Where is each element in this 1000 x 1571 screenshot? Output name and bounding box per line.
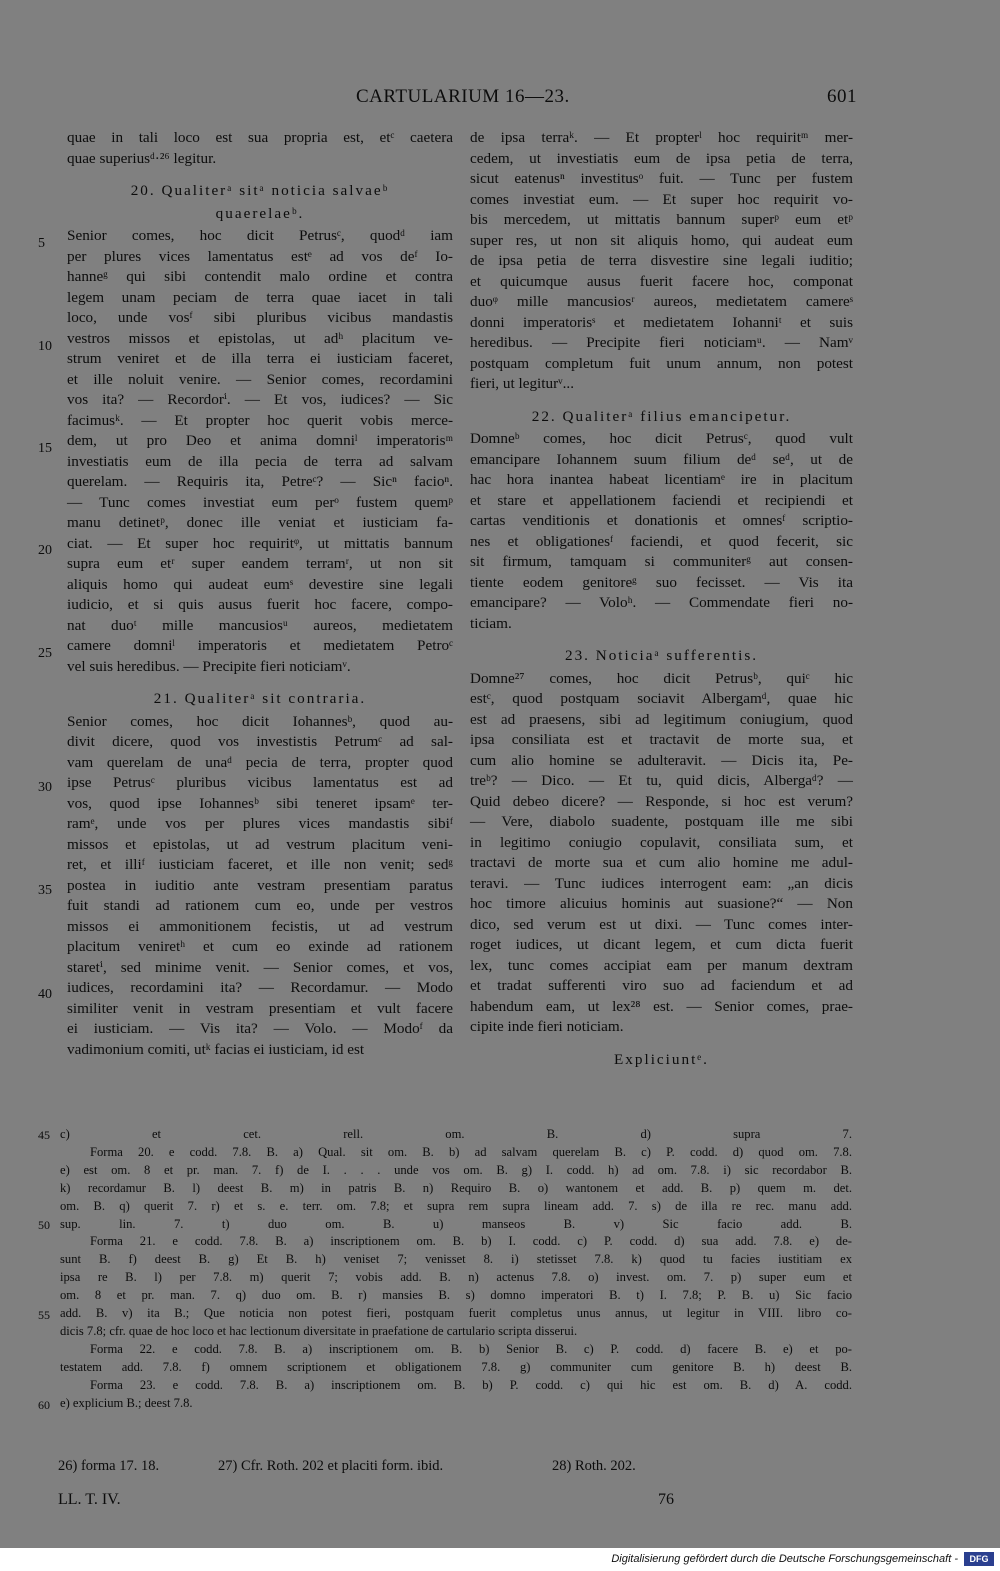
text-line: habendum eam, ut lex²⁸ est. — Senior comes, prae- [470, 997, 853, 1015]
section-heading: 23. Noticiaᵃ sufferentis. [564, 647, 759, 664]
text-line: super res, ut non sit aliquis homo, qui audeat eum [470, 231, 853, 249]
text-line: ticiam. [470, 614, 512, 632]
text-line: hoc timore alicuius hominis aut suasione?“ — Non [470, 895, 853, 912]
text-line: bis mercedem, ut mittatis bannum superᵖ eum etᵖ [470, 211, 853, 228]
text-line: hac hora inantea habeat licentiamᵉ ire in placitum [470, 471, 853, 488]
text-line: fuit standi ad rationem cum eo, unde per vestros [67, 897, 453, 914]
text-line: donni imperatorisˢ et medietatem Iohanniᵗ et suis [470, 313, 853, 331]
line-number: 40 [38, 987, 52, 1002]
text-line: ipse Petrusᶜ pluribus vicibus lamentatus est ad [67, 774, 453, 791]
section-gap [470, 1038, 853, 1048]
text-line: dico, sed verum est ut dixi. — Tunc comes inter- [470, 915, 853, 933]
text-line: fieri, ut legiturᵛ... [470, 375, 574, 392]
text-line: nes et obligationesᶠ faciendi, et quod fecerit, sic [470, 532, 853, 550]
text-line: et tradat sufferenti viro suo ad faciendum et ad [470, 977, 853, 994]
text-line: ret, et illiᶠ iusticiam faceret, et ille non venit; sedᵍ [67, 856, 453, 873]
text-line: missos ei ammonitionem fecistis, ut ad vestrum [67, 917, 453, 935]
apparatus-line: Forma 23. e codd. 7.8. B. a) inscriptionem om. B. b) P. codd. c) qui hic est om. B. d) A. codd. [90, 1377, 852, 1392]
text-line: staretⁱ, sed minime venit. — Senior comes, et vos, [67, 958, 453, 976]
text-line: emancipare Iohannem suum filium deᵈ seᵈ, ut de [470, 450, 853, 468]
apparatus-line: sunt B. f) deest B. g) Et B. h) veniset 7; venisset 8. i) stetisset 7.8. k) quod tu facies iustitiam ex [60, 1252, 852, 1267]
text-line: manu detinetᵖ, donec ille veniat et iusticiam fa- [67, 514, 453, 531]
footnote-28: 28) Roth. 202. [552, 1458, 636, 1474]
text-line: supra eum etʳ super eandem terramʳ, ut non sit [67, 555, 453, 572]
text-line: Senior comes, hoc dicit Petrusᶜ, quodᵈ iam [67, 227, 453, 244]
text-line: ramᵉ, unde vos per plures vices mandastis sibiᶠ [67, 815, 453, 832]
apparatus-line: sup. lin. 7. t) duo om. B. u) manseos B. v) Sic facio add. B. [60, 1216, 852, 1231]
text-line: et quicumque ausus fuerit facere hoc, componat [470, 272, 853, 290]
text-line: de ipsa terraᵏ. — Et propterˡ hoc requiritᵐ mer- [470, 129, 853, 146]
text-line: duoᵠ mille mancusiosʳ aureos, medietatem camereˢ [470, 293, 853, 310]
section-gap [67, 677, 453, 687]
section-heading: 21. Qualiterᵃ sit contraria. [153, 690, 367, 707]
text-line: Senior comes, hoc dicit Iohannesᵇ, quod au- [67, 712, 453, 730]
text-line: strum veniret et de illa terra ei iusticiam faceret, [67, 350, 453, 367]
volume-signature: LL. T. IV. [58, 1491, 121, 1508]
text-line: vos ita? — Recordorⁱ. — Et vos, iudices? — Sic [67, 391, 453, 408]
page-number: 601 [827, 86, 857, 107]
text-line: postquam completum fuit unum annum, non potest [470, 354, 853, 372]
section-gap [67, 169, 453, 179]
text-line: sicut eatenusⁿ investitusᵒ fuit. — Tunc per fustem [470, 170, 853, 187]
text-line: vestros missos et epistolas, ut adʰ placitum ve- [67, 329, 453, 347]
footnote-27: 27) Cfr. Roth. 202 et placiti form. ibid. [218, 1458, 444, 1474]
text-line: est ad praesens, sibi ad legitimum coniugium, quod [470, 710, 853, 728]
text-line: vam querelam de unaᵈ pecia de terra, propter quod [67, 753, 453, 771]
text-line: treᵇ? — Dico. — Et tu, quid dicis, Albergaᵈ? — [470, 772, 853, 789]
apparatus-line: add. B. v) ita B.; Que noticia non potest fieri, postquam fuerit completus unus annus, ut legitur in VIII. libro co- [60, 1306, 852, 1321]
text-line: nat duoᵗ mille mancusiosᵘ aureos, medietatem [67, 616, 453, 634]
line-number: 20 [38, 543, 52, 558]
text-line: emancipare? — Voloʰ. — Commendate fieri no- [470, 594, 853, 611]
text-line: tractavi de morte sua et cum alio homine me adul- [470, 854, 853, 871]
section-heading: 22. Qualiterᵃ filius emancipetur. [531, 407, 792, 425]
apparatus-line: c) et cet. rell. om. B. d) supra 7. [60, 1127, 852, 1141]
text-line: sit firmum, tamquam si communiterᵍ aut consen- [470, 553, 853, 570]
apparatus-line: dicis 7.8; cfr. quae de hoc loco et hac lectionum diversitate in praefatione de cartulario scripta disserui. [60, 1323, 578, 1338]
text-line: Domneᵇ comes, hoc dicit Petrusᶜ, quod vult [470, 430, 853, 447]
section-gap [470, 395, 853, 405]
apparatus-line-number: 50 [38, 1218, 50, 1232]
apparatus-line-number: 45 [38, 1128, 50, 1142]
dfg-logo: DFG [964, 1552, 994, 1566]
text-line: — Tunc comes investiat eum perᵒ fustem quemᵖ [67, 493, 453, 511]
running-title: CARTULARIUM 16—23. [356, 86, 570, 107]
text-line: ei iusticiam. — Vis ita? — Volo. — Modoᶠ da [67, 1020, 453, 1037]
text-line: querelam. — Requiris ita, Petreᶜ? — Sicⁿ facioⁿ. [67, 473, 453, 490]
text-line: per plures vices lamentatus estᵉ ad vos deᶠ Io- [67, 247, 453, 265]
text-line: et stare et appellationem faciendi et recipiendi et [470, 491, 853, 509]
text-line: aliquis homo qui audeat eumˢ devestire sine legali [67, 575, 453, 593]
apparatus-line: Forma 22. e codd. 7.8. B. a) inscriptionem om. B. b) Senior B. c) P. codd. d) facere B. e) et po- [90, 1341, 852, 1356]
apparatus-line: om. 8 et pr. man. 7. q) duo om. B. r) mansies B. s) domno imperatori B. t) I. 7.8; P. B. u) Sic facio [60, 1288, 852, 1303]
text-line: Quid debeo dicere? — Responde, si hoc est verum? [470, 792, 853, 810]
text-line: similiter venit in vestram presentiam et vult facere [67, 999, 453, 1017]
text-line: vadimonium comiti, utᵏ facias ei iusticiam, id est [67, 1040, 365, 1058]
text-line: ipsa consiliata est et tractavit de morte sua, et [470, 731, 853, 748]
text-line: missos et epistolas, ut ad vestrum placitum veni- [67, 835, 453, 853]
text-line: postea in iuditio ante vestram presentiam paratus [67, 876, 453, 894]
line-number: 10 [38, 339, 52, 354]
apparatus-line: e) explicium B.; deest 7.8. [60, 1395, 193, 1410]
line-number: 35 [38, 883, 52, 898]
text-line: vos, quod ipse Iohannesᵇ sibi teneret ipsamᵉ ter- [67, 794, 453, 812]
text-line: placitum veniretʰ et cum eo exinde ad rationem [67, 938, 453, 955]
line-number: 15 [38, 441, 52, 456]
left-column [67, 128, 453, 1060]
footnote-26: 26) forma 17. 18. [58, 1458, 160, 1474]
text-line: teravi. — Tunc iudices interrogent eam: „an dicis [470, 874, 853, 892]
apparatus-line-number: 60 [38, 1398, 50, 1412]
line-number: 30 [38, 780, 52, 795]
apparatus-line: testatem add. 7.8. f) omnem scriptionem et obligationem 7.8. g) communiter cum genitore B. h) deest B. [60, 1359, 852, 1374]
text-line: legem unam peciam de terra quae iacet in tali [67, 288, 453, 306]
text-line: divit dicere, quod vos investistis Petrumᶜ ad sal- [67, 733, 453, 750]
text-line: quae superiusᵈ·²⁶ legitur. [67, 149, 217, 167]
text-line: heredibus. — Precipite fieri noticiamᵘ. — Namᵛ [470, 334, 853, 351]
text-line: investiatis eum de illa pecia de terra ad salvam [67, 452, 453, 470]
text-line: quae in tali loco est sua propria est, etᶜ caetera [67, 129, 453, 146]
text-line: iudices, recordamini ita? — Recordamur. — Modo [67, 979, 453, 996]
right-column [470, 128, 853, 1072]
section-heading: Expliciuntᵉ. [614, 1050, 709, 1068]
text-line: cartas venditionis et donationis et omnesᶠ scriptio- [470, 512, 853, 529]
apparatus-line: Forma 20. e codd. 7.8. B. a) Qual. sit om. B. b) ad salvam querelam B. c) P. codd. d) quod om. 7.8. [90, 1144, 852, 1159]
section-heading: 20. Qualiterᵃ sitᵃ noticia salvaeᵇ [130, 182, 390, 199]
text-line: ciat. — Et super hoc requiritᵠ, ut mittatis bannum [67, 534, 453, 552]
section-heading: quaerelaeᵇ. [215, 204, 305, 222]
text-line: lex, tunc comes accipiat eam per manum dextram [470, 956, 853, 974]
text-line: — Vere, diabolo suadente, postquam ille me sibi [470, 813, 853, 830]
text-line: comes investiat eum. — Et super hoc requirit vo- [470, 190, 853, 208]
text-line: dem, ut pro Deo et anima domniˡ imperatorisᵐ [67, 432, 453, 449]
apparatus-line: Forma 21. e codd. 7.8. B. a) inscriptionem om. B. b) I. codd. c) P. codd. d) sua add. 7.8. e) de- [90, 1234, 852, 1249]
text-line: cum alio homine se adulteravit. — Dicis ita, Pe- [470, 751, 853, 769]
text-line: et ille noluit venire. — Senior comes, recordamini [67, 370, 453, 388]
text-line: vel suis heredibus. — Precipite fieri noticiamᵛ. [67, 657, 351, 675]
line-number: 5 [38, 236, 45, 251]
text-line: estᶜ, quod postquam sociavit Albergamᵈ, quae hic [470, 690, 853, 707]
digitization-note: Digitalisierung gefördert durch die Deutsche Forschungsgemeinschaft - [611, 1553, 958, 1565]
critical-apparatus [60, 1126, 852, 1413]
text-line: Domne²⁷ comes, hoc dicit Petrusᵇ, quiᶜ hic [470, 669, 853, 687]
line-number: 25 [38, 646, 52, 661]
text-line: cedem, ut investiatis eum de ipsa petia de terra, [470, 149, 853, 167]
apparatus-line: om. B. q) querit 7. r) et s. e. terr. om. 7.8; et supra rem supra lineam add. 7. s) de illa re rec. manu add. [60, 1198, 852, 1213]
apparatus-line: ipsa re B. l) per 7.8. m) querit 7; vobis add. B. n) actenus 7.8. o) invest. om. 7. p) super eum et [60, 1270, 852, 1285]
apparatus-line-number: 55 [38, 1308, 50, 1322]
text-line: loco, unde vosᶠ sibi pluribus vicibus mandastis [67, 309, 453, 326]
digitization-banner [0, 1548, 1000, 1571]
section-gap [470, 634, 853, 644]
text-line: de ipsa petia de terra disvestire sine legali iuditio; [470, 252, 853, 269]
text-line: hanneᵍ qui sibi contendit malo ordine et contra [67, 268, 453, 285]
text-line: camere domniˡ imperatoris et medietatem Petroᶜ [67, 637, 453, 654]
text-line: roget iudices, ut dicant legem, et cum dicta fuerit [470, 936, 853, 953]
text-line: tiente eodem genitoreᵍ suo fecisset. — Vis ita [470, 573, 853, 591]
text-line: facimusᵏ. — Et propter hoc querit vobis merce- [67, 411, 453, 429]
text-line: cipite inde fieri noticiam. [470, 1018, 624, 1035]
apparatus-line: k) recordamur B. l) deest B. m) in patris B. n) Requiro B. o) wantonem et add. B. p) quem m. det. [60, 1180, 852, 1195]
text-line: iudicio, et si quis ausus fuerit hoc facere, compo- [67, 596, 453, 613]
apparatus-line: e) est om. 8 et pr. man. 7. f) de I. . . . unde vos om. B. g) I. codd. h) ad om. 7.8. i) sic recordabor B. [60, 1162, 852, 1177]
sheet-number: 76 [658, 1491, 674, 1508]
text-line: in legitimo coniugio copulavit, consiliata sum, et [470, 833, 853, 851]
